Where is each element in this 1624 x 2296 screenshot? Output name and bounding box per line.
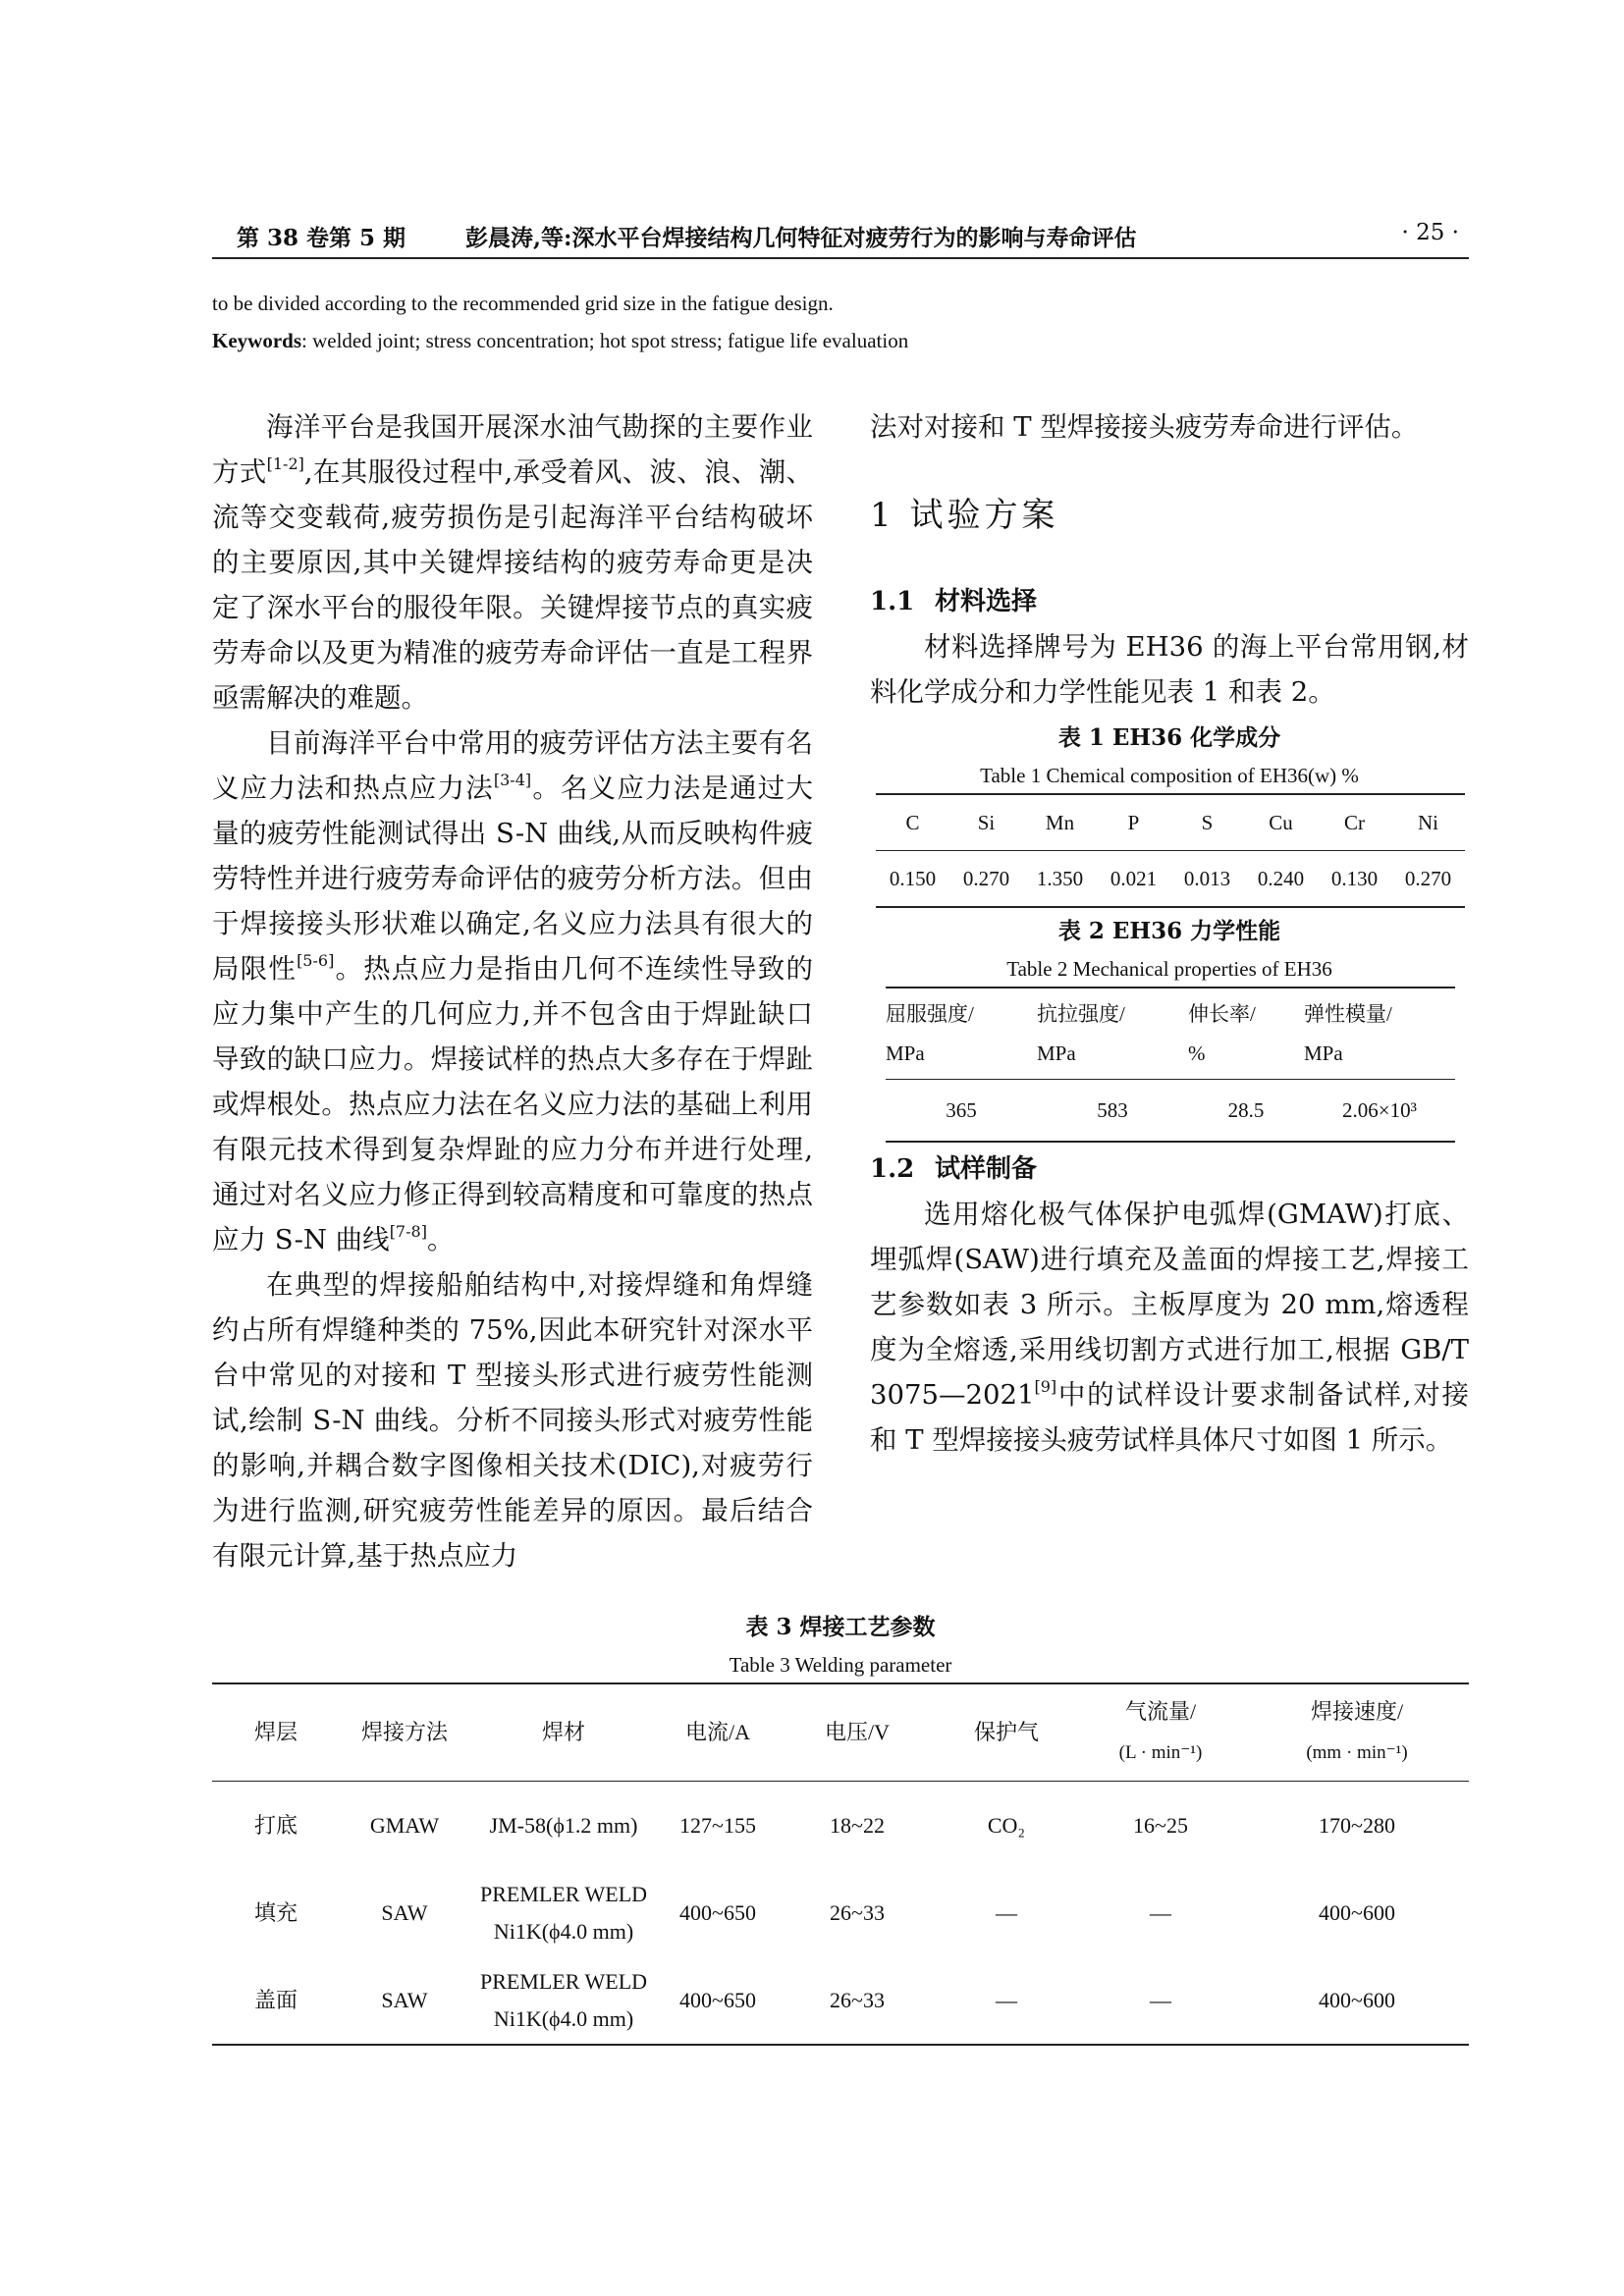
table-cell: 盖面 bbox=[253, 1987, 298, 2012]
t3-flow-unit: (L · min⁻¹) bbox=[1118, 1742, 1203, 1763]
p2-text-a: 目前海洋平台中常用的疲劳评估方法主要有名义应力法和热点应力法 bbox=[212, 727, 813, 804]
table-3-block bbox=[212, 1604, 1469, 2046]
section-1-1-heading bbox=[870, 579, 1469, 624]
table-1-caption-en: Table 1 Chemical composition of EH36(w) % bbox=[980, 764, 1359, 787]
running-header bbox=[212, 214, 1469, 259]
p5-text-b: 中的试样设计要求制备试样,对接和 T 型焊接接头疲劳试样具体尺寸如图 1 所示。 bbox=[870, 1379, 1469, 1456]
p1-text-a: 海洋平台是我国开展深水油气勘探的主要作业方式 bbox=[212, 411, 813, 488]
t1-col-si: Si bbox=[949, 794, 1023, 851]
citation-9: [9] bbox=[1034, 1377, 1057, 1396]
table-3 bbox=[212, 1682, 1469, 2046]
table-cell: — bbox=[1150, 1987, 1171, 2012]
table-cell: 0.150 bbox=[889, 867, 937, 890]
citation-3-4: [3-4] bbox=[493, 771, 532, 789]
table-row bbox=[876, 851, 1465, 908]
table-cell bbox=[469, 1956, 658, 2045]
page-number: · 25 · bbox=[1401, 220, 1459, 245]
t3-flow-label: 气流量/ bbox=[1124, 1699, 1197, 1724]
table-1-header-row bbox=[876, 794, 1465, 851]
table-3-caption-cn: 表 3 焊接工艺参数 bbox=[745, 1614, 936, 1640]
section-1-2-title: 试样制备 bbox=[935, 1154, 1038, 1184]
p5-text-a: 选用熔化极气体保护电弧焊(GMAW)打底、埋弧焊(SAW)进行填充及盖面的焊接工艺,焊接工艺参数如表 3 所示。主板厚度为 20 mm,熔透程度为全熔透,采用线切割方式进行加工,根据 GB/T 3075—2021 bbox=[870, 1199, 1469, 1411]
t2-col-yield bbox=[886, 988, 1037, 1080]
keywords-list: : welded joint; stress concentration; hot spot stress; fatigue life evaluation bbox=[301, 329, 909, 352]
section-1-1-title: 材料选择 bbox=[935, 587, 1038, 616]
table-cell: 400~600 bbox=[1319, 1899, 1395, 1925]
t1-col-c: C bbox=[876, 794, 949, 851]
table-cell: SAW bbox=[381, 1987, 428, 2012]
table-row bbox=[212, 1782, 1469, 1870]
t3-col-layer: 焊层 bbox=[212, 1683, 340, 1782]
p2-text-d: 。 bbox=[426, 1224, 455, 1255]
table-2-caption-cn: 表 2 EH36 力学性能 bbox=[1057, 918, 1281, 944]
section-1-2-number: 1.2 bbox=[870, 1154, 915, 1184]
paragraph-2 bbox=[212, 721, 813, 1262]
t2-modulus-label: 弹性模量/ bbox=[1303, 1002, 1392, 1026]
section-1-heading: 1 试验方案 bbox=[870, 496, 1059, 535]
table-cell: 28.5 bbox=[1227, 1098, 1265, 1122]
t1-col-cr: Cr bbox=[1318, 794, 1391, 851]
table-cell: — bbox=[1150, 1899, 1171, 1925]
table-3-header-row bbox=[212, 1683, 1469, 1782]
p1-text-b: ,在其服役过程中,承受着风、波、浪、潮、流等交变载荷,疲劳损伤是引起海洋平台结构破坏的主要原因,其中关键焊接结构的疲劳寿命更是决定了深水平台的服役年限。关键焊接节点的真实疲劳寿命以及更为精准的疲劳寿命评估一直是工程界亟需解决的难题。 bbox=[212, 456, 814, 714]
t3-material-line-2: Ni1K(ϕ4.0 mm) bbox=[493, 2005, 634, 2031]
table-cell: 365 bbox=[946, 1098, 977, 1122]
section-1-1-number: 1.1 bbox=[870, 587, 915, 616]
t2-yield-unit: MPa bbox=[886, 1041, 925, 1065]
citation-5-6: [5-6] bbox=[297, 951, 335, 970]
running-title: 彭晨涛,等:深水平台焊接结构几何特征对疲劳行为的影响与寿命评估 bbox=[465, 225, 1137, 251]
table-cell: — bbox=[996, 1899, 1017, 1925]
t3-col-gas: 保护气 bbox=[937, 1683, 1076, 1782]
t3-material-line-2: Ni1K(ϕ4.0 mm) bbox=[493, 1918, 634, 1944]
t3-material-line-1: PREMLER WELD bbox=[479, 1881, 648, 1906]
t3-material-line-1: PREMLER WELD bbox=[479, 1968, 648, 1994]
table-cell: 18~22 bbox=[830, 1812, 885, 1838]
t2-col-elongation bbox=[1188, 988, 1304, 1080]
table-cell: CO₂ bbox=[987, 1812, 1026, 1838]
t1-col-cu: Cu bbox=[1244, 794, 1318, 851]
table-cell: 0.240 bbox=[1257, 867, 1305, 890]
paragraph-3-continued: 法对对接和 T 型焊接接头疲劳寿命进行评估。 bbox=[870, 411, 1419, 443]
t1-col-ni: Ni bbox=[1391, 794, 1465, 851]
table-cell: 0.021 bbox=[1110, 867, 1158, 890]
abstract-tail bbox=[212, 285, 1469, 359]
table-cell: 2.06×10³ bbox=[1342, 1098, 1417, 1122]
t1-col-p: P bbox=[1097, 794, 1170, 851]
t2-col-modulus bbox=[1304, 988, 1455, 1080]
t3-col-current: 电流/A bbox=[658, 1683, 778, 1782]
t2-elongation-unit: % bbox=[1187, 1041, 1206, 1065]
table-2-caption-en: Table 2 Mechanical properties of EH36 bbox=[1006, 957, 1332, 981]
paragraph-5 bbox=[870, 1192, 1469, 1463]
table-cell: 583 bbox=[1097, 1098, 1128, 1122]
paragraph-3: 在典型的焊接船舶结构中,对接焊缝和角焊缝约占所有焊缝种类的 75%,因此本研究针对深水平台中常见的对接和 T 型接头形式进行疲劳性能测试,绘制 S-N 曲线。分析不同接头形式对疲劳性能的影响,并耦合数字图像相关技术(DIC),对疲劳行为进行监测,研究疲劳性能差异的原因。最后结合有限元计算,基于热点应力 bbox=[212, 1269, 813, 1572]
table-cell: 0.130 bbox=[1330, 867, 1379, 890]
t2-col-tensile bbox=[1037, 988, 1188, 1080]
table-cell: 0.270 bbox=[962, 867, 1010, 890]
table-1-caption-cn: 表 1 EH36 化学成分 bbox=[1057, 724, 1281, 751]
table-cell: 26~33 bbox=[830, 1899, 885, 1925]
table-cell: 170~280 bbox=[1319, 1812, 1395, 1838]
table-row bbox=[886, 1080, 1455, 1143]
t3-col-speed bbox=[1245, 1683, 1469, 1782]
journal-issue: 第 38 卷第 5 期 bbox=[237, 225, 406, 251]
table-row bbox=[212, 1869, 1469, 1956]
table-2 bbox=[886, 987, 1455, 1143]
table-cell: — bbox=[996, 1987, 1017, 2012]
t2-modulus-unit: MPa bbox=[1303, 1041, 1343, 1065]
table-cell: 400~600 bbox=[1319, 1987, 1395, 2012]
t2-yield-label: 屈服强度/ bbox=[886, 1002, 974, 1026]
paragraph-1 bbox=[212, 404, 813, 721]
table-cell bbox=[469, 1869, 658, 1956]
t3-col-voltage: 电压/V bbox=[778, 1683, 937, 1782]
table-cell: 1.350 bbox=[1036, 867, 1084, 890]
keywords-label: Keywords bbox=[212, 329, 301, 352]
t2-elongation-label: 伸长率/ bbox=[1187, 1002, 1256, 1026]
table-cell: 400~650 bbox=[679, 1987, 756, 2012]
t3-speed-unit: (mm · min⁻¹) bbox=[1306, 1742, 1408, 1763]
table-cell: 打底 bbox=[253, 1812, 298, 1838]
abstract-last-sentence: to be divided according to the recommended grid size in the fatigue design. bbox=[212, 292, 834, 315]
left-column bbox=[212, 404, 813, 1578]
table-cell: JM-58(ϕ1.2 mm) bbox=[489, 1812, 638, 1838]
table-cell: 0.270 bbox=[1404, 867, 1452, 890]
paragraph-4: 材料选择牌号为 EH36 的海上平台常用钢,材料化学成分和力学性能见表 1 和表 2。 bbox=[870, 631, 1469, 708]
right-column bbox=[870, 404, 1469, 1463]
table-3-caption-en: Table 3 Welding parameter bbox=[729, 1653, 952, 1677]
table-cell: 26~33 bbox=[830, 1987, 885, 2012]
table-cell: GMAW bbox=[369, 1812, 440, 1838]
table-1 bbox=[876, 793, 1465, 908]
table-row bbox=[212, 1956, 1469, 2045]
table-2-header-row bbox=[886, 988, 1455, 1080]
table-cell: 0.013 bbox=[1183, 867, 1231, 890]
t3-col-flow bbox=[1076, 1683, 1245, 1782]
keywords-line bbox=[212, 322, 1469, 359]
t3-col-material: 焊材 bbox=[469, 1683, 658, 1782]
table-cell: 400~650 bbox=[679, 1899, 756, 1925]
table-cell: 127~155 bbox=[679, 1812, 756, 1838]
t2-tensile-unit: MPa bbox=[1036, 1041, 1076, 1065]
t1-col-mn: Mn bbox=[1023, 794, 1097, 851]
table-cell: 填充 bbox=[253, 1899, 298, 1925]
citation-1-2: [1-2] bbox=[266, 454, 304, 473]
table-cell: SAW bbox=[381, 1899, 428, 1925]
t1-col-s: S bbox=[1170, 794, 1244, 851]
p2-text-c: 。热点应力是指由几何不连续性导致的应力集中产生的几何应力,并不包含由于焊趾缺口导致的缺口应力。焊接试样的热点大多存在于焊趾或焊根处。热点应力法在名义应力法的基础上利用有限元技术得到复杂焊趾的应力分布并进行处理,通过对名义应力修正得到较高精度和可靠度的热点应力 S-N 曲线 bbox=[212, 953, 813, 1255]
section-1-2-heading bbox=[870, 1147, 1469, 1192]
p2-text-b: 。名义应力法是通过大量的疲劳性能测试得出 S-N 曲线,从而反映构件疲劳特性并进行疲劳寿命评估的疲劳分析方法。但由于焊接接头形状难以确定,名义应力法具有很大的局限性 bbox=[212, 773, 813, 985]
t2-tensile-label: 抗拉强度/ bbox=[1036, 1002, 1125, 1026]
citation-7-8: [7-8] bbox=[389, 1222, 427, 1241]
table-cell: 16~25 bbox=[1133, 1812, 1188, 1838]
t3-speed-label: 焊接速度/ bbox=[1310, 1699, 1404, 1724]
t3-col-method: 焊接方法 bbox=[340, 1683, 469, 1782]
